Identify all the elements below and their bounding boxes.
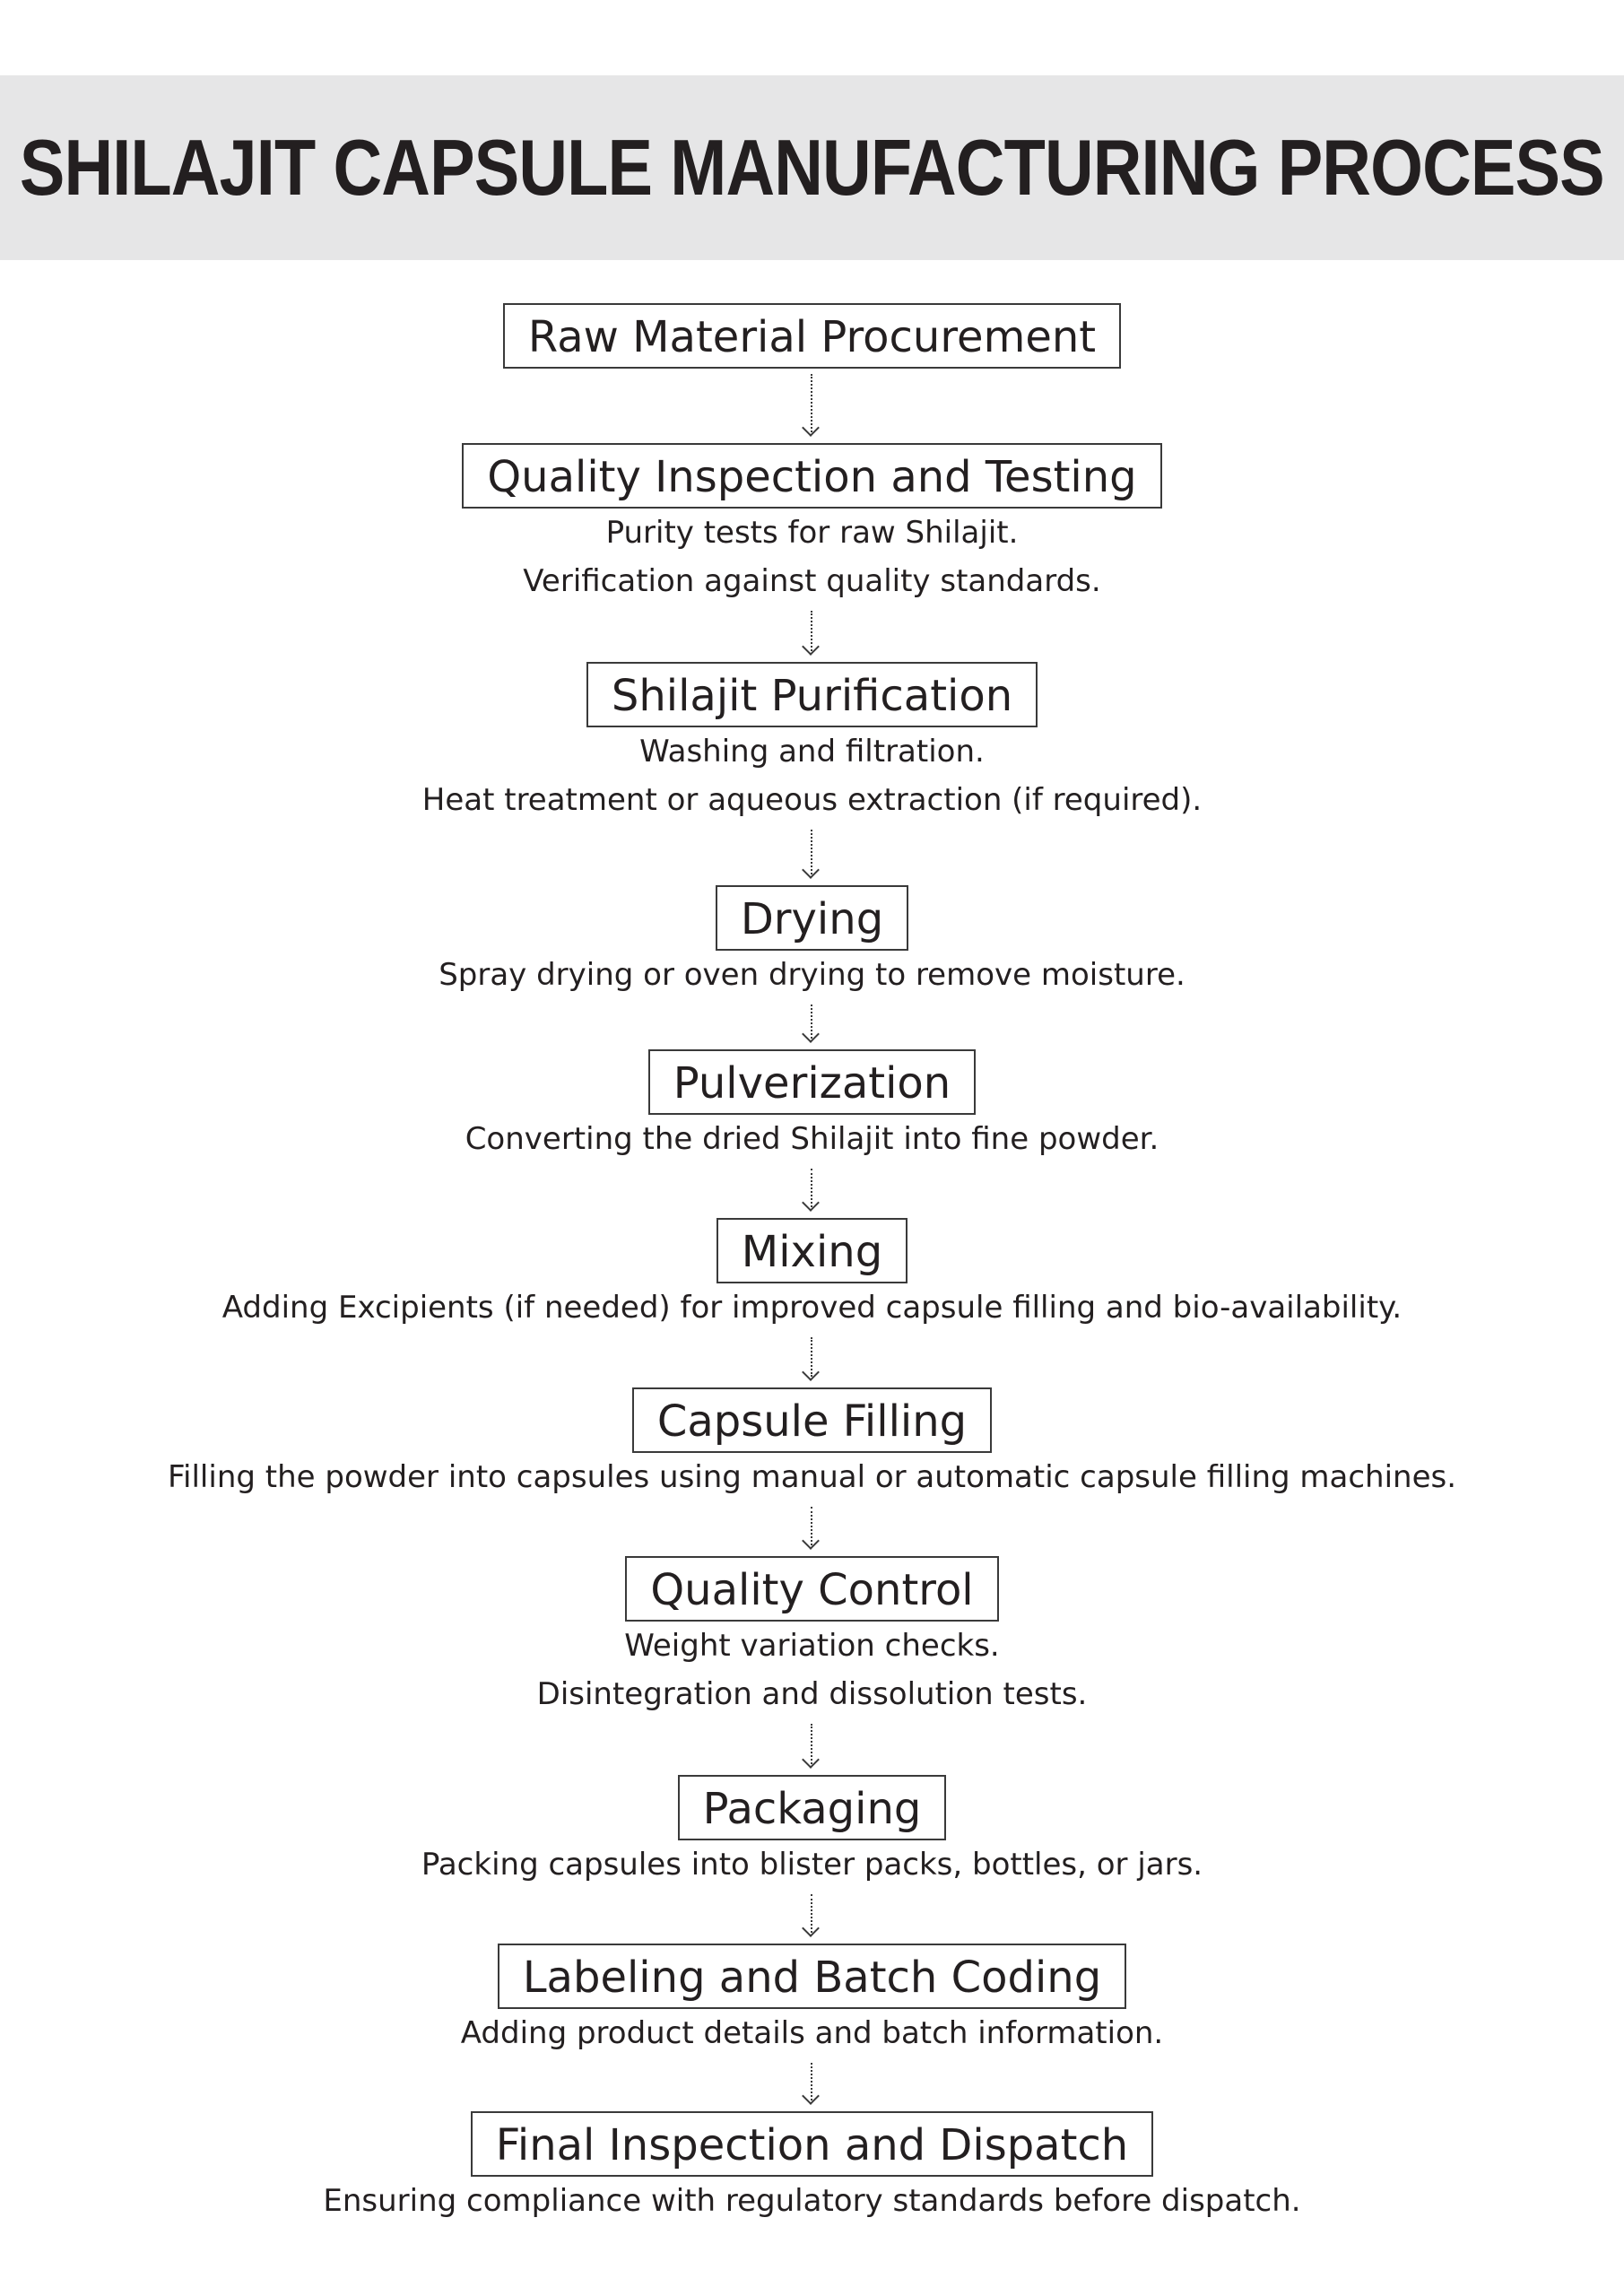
flow-arrow xyxy=(801,1507,822,1549)
step-box: Shilajit Purification xyxy=(586,662,1038,727)
arrow-head-icon xyxy=(802,1363,820,1381)
step-description: Spray drying or oven drying to remove moisture. xyxy=(439,957,1185,993)
arrow-head-icon xyxy=(802,1751,820,1769)
step-box: Labeling and Batch Coding xyxy=(498,1944,1126,2009)
step-description: Heat treatment or aqueous extraction (if required). xyxy=(421,782,1203,818)
arrow-head-icon xyxy=(802,861,820,879)
step-description: Adding Excipients (if needed) for improved capsule filling and bio-availability. xyxy=(221,1290,1403,1326)
process-step xyxy=(0,885,1624,999)
process-step xyxy=(0,1944,1624,2057)
step-box: Pulverization xyxy=(648,1049,976,1115)
step-description: Verification against quality standards. xyxy=(523,563,1101,599)
step-box: Quality Control xyxy=(625,1556,998,1622)
step-box: Capsule Filling xyxy=(632,1387,992,1453)
step-description: Packing capsules into blister packs, bottles, or jars. xyxy=(421,1847,1203,1883)
arrow-head-icon xyxy=(802,1532,820,1550)
step-description: Adding product details and batch information. xyxy=(460,2015,1164,2051)
flow-arrow xyxy=(801,1004,822,1042)
step-box: Mixing xyxy=(716,1218,908,1283)
step-box: Raw Material Procurement xyxy=(503,303,1121,369)
arrow-head-icon xyxy=(802,638,820,656)
flow-arrow xyxy=(801,1724,822,1768)
flow-arrow xyxy=(801,1894,822,1936)
flow-arrow xyxy=(801,2063,822,2104)
process-step xyxy=(0,1387,1624,1501)
flow-arrow xyxy=(801,1337,822,1380)
step-description: Ensuring compliance with regulatory standards before dispatch. xyxy=(323,2183,1301,2219)
process-step xyxy=(0,1556,1624,1718)
flow-arrow xyxy=(801,1169,822,1211)
arrow-head-icon xyxy=(802,1194,820,1212)
step-description: Weight variation checks. xyxy=(624,1628,1000,1664)
process-step xyxy=(0,2111,1624,2225)
step-description: Disintegration and dissolution tests. xyxy=(536,1676,1088,1712)
step-box: Quality Inspection and Testing xyxy=(462,443,1161,509)
process-step xyxy=(0,1049,1624,1163)
page-title: SHILAJIT CAPSULE MANUFACTURING PROCESS xyxy=(20,123,1604,212)
arrow-head-icon xyxy=(802,419,820,437)
step-description: Purity tests for raw Shilajit. xyxy=(605,515,1019,551)
step-box: Final Inspection and Dispatch xyxy=(471,2111,1153,2177)
flow-arrow xyxy=(801,611,822,655)
process-step xyxy=(0,1218,1624,1332)
step-description: Filling the powder into capsules using manual or automatic capsule filling machines. xyxy=(167,1459,1457,1495)
step-description: Washing and filtration. xyxy=(639,734,985,770)
flow-arrow xyxy=(801,374,822,436)
step-box: Packaging xyxy=(678,1775,947,1840)
arrow-head-icon xyxy=(802,2087,820,2105)
process-step xyxy=(0,1775,1624,1889)
step-box: Drying xyxy=(716,885,908,951)
step-description: Converting the dried Shilajit into fine powder. xyxy=(465,1121,1159,1157)
flow-arrow xyxy=(801,830,822,878)
arrow-head-icon xyxy=(802,1025,820,1043)
arrow-head-icon xyxy=(802,1919,820,1937)
process-step xyxy=(0,662,1624,824)
process-step xyxy=(0,303,1624,369)
process-step xyxy=(0,443,1624,605)
